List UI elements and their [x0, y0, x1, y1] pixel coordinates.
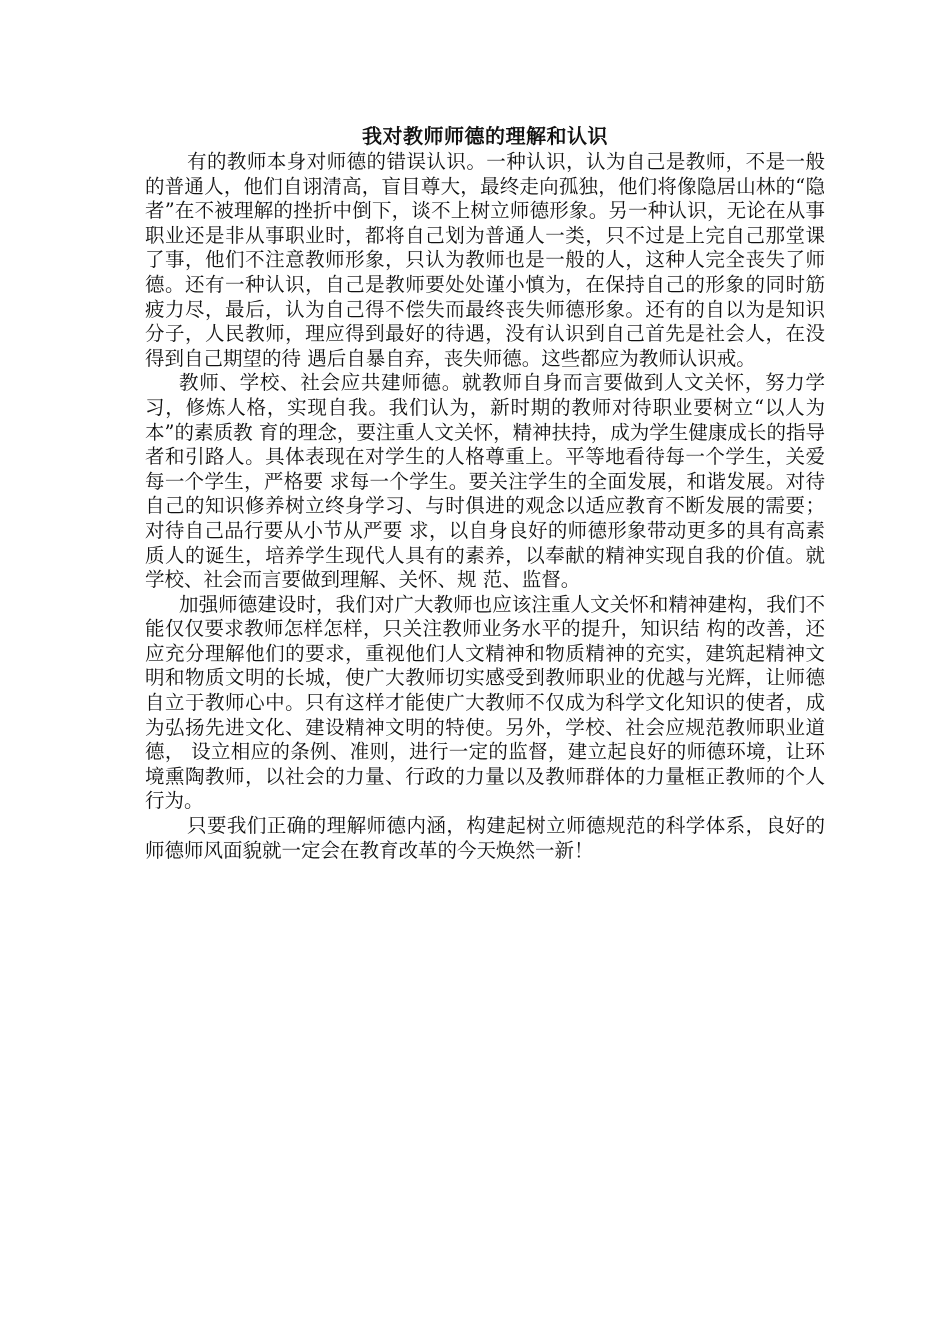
paragraph-2: 教师、学校、社会应共建师德。就教师自身而言要做到人文关怀，努力学习，修炼人格，实现自我。我们认为，新时期的教师对待职业要树立“以人为本”的素质教 育的理念，要注重人文关怀，精神扶持，成为学生健康成长的指导者和引路人。具体表现在对学生的人格尊重上。平等地看待每一个学生，关爱每一个学生，严格要 求每一个学生。要关注学生的全面发展，和谐发展。对待自己的知识修养树立终身学习、与时俱进的观念以适应教育不断发展的需要；对待自己品行要从小节从严要 求，以自身良好的师德形象带动更多的具有高素质人的诞生，培养学生现代人具有的素养，以奉献的精神实现自我的价值。就学校、社会而言要做到理解、关怀、规 范、监督。 — [145, 371, 825, 592]
paragraph-3: 加强师德建设时，我们对广大教师也应该注重人文关怀和精神建构，我们不能仅仅要求教师怎样怎样，只关注教师业务水平的提升，知识结 构的改善，还应充分理解他们的要求，重视他们人文精神和物质精神的充实，建筑起精神文明和物质文明的长城，使广大教师切实感受到教师职业的优越与光辉，让师德自立于教师心中。只有这样才能使广大教师不仅成为科学文化知识的使者，成为弘扬先进文化、建设精神文明的特使。另外，学校、社会应规范教师职业道德， 设立相应的条例、准则，进行一定的监督，建立起良好的师德环境，让环境熏陶教师，以社会的力量、行政的力量以及教师群体的力量框正教师的个人行为。 — [145, 592, 825, 813]
document-page — [145, 122, 825, 863]
document-title: 我对教师师德的理解和认识 — [362, 124, 608, 148]
paragraph-1: 有的教师本身对师德的错误认识。一种认识，认为自己是教师，不是一般的普通人，他们自诩清高，盲目尊大，最终走向孤独，他们将像隐居山林的“隐者”在不被理解的挫折中倒下，谈不上树立师德形象。另一种认识，无论在从事职业还是非从事职业时，都将自己划为普通人一类，只不过是上完自己那堂课 了事，他们不注意教师形象，只认为教师也是一般的人，这种人完全丧失了师德。还有一种认识，自己是教师要处处谨小慎为，在保持自己的形象的同时筋疲力尽，最后，认为自己得不偿失而最终丧失师德形象。还有的自以为是知识分子，人民教师，理应得到最好的待遇，没有认识到自己首先是社会人，在没得到自己期望的待 遇后自暴自弃，丧失师德。这些都应为教师认识戒。 — [145, 150, 825, 370]
paragraph-4: 只要我们正确的理解师德内涵，构建起树立师德规范的科学体系，良好的师德师风面貌就一定会在教育改革的今天焕然一新！ — [145, 814, 825, 862]
